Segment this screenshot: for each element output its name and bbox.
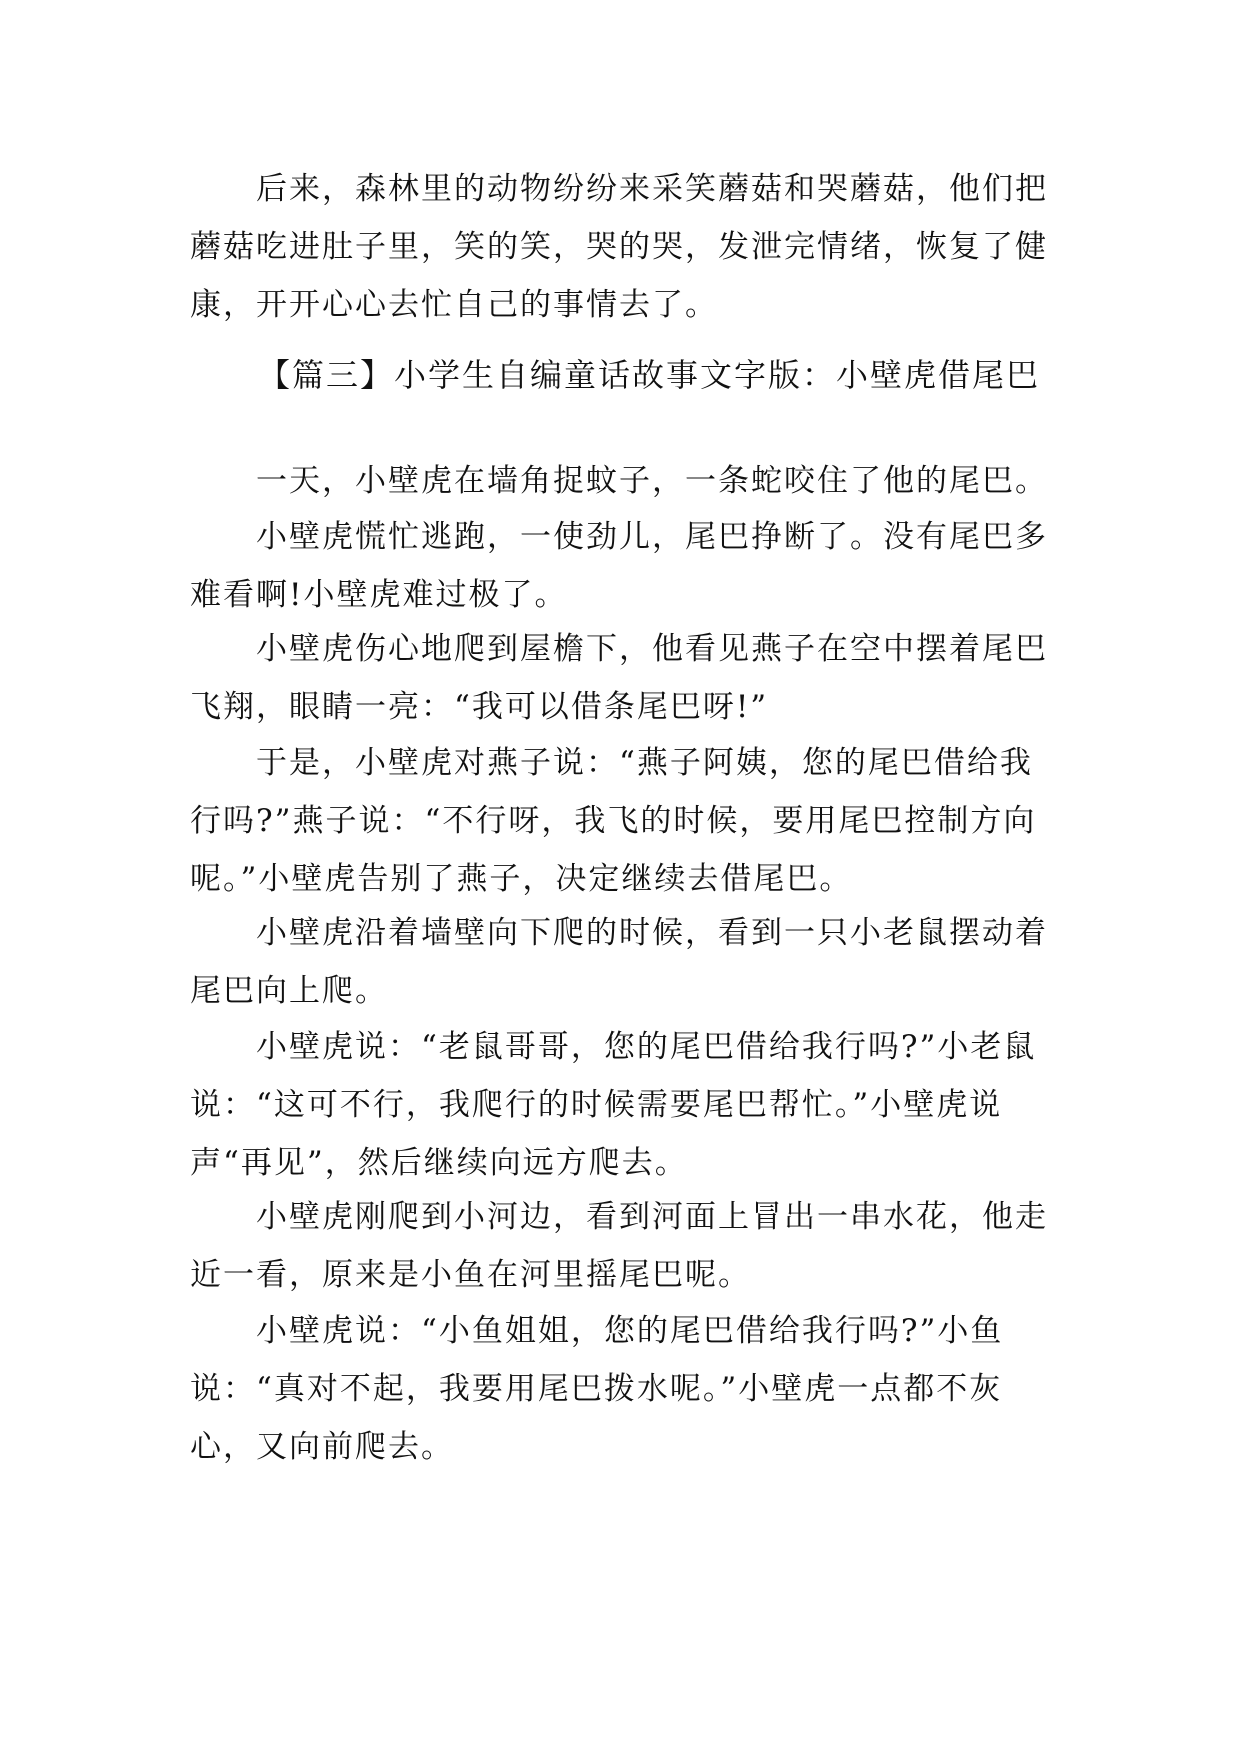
paragraph-intro: 后来，森林里的动物纷纷来采笑蘑菇和哭蘑菇，他们把蘑菇吃进肚子里，笑的笑，哭的哭，发泄完情绪，恢复了健康，开开心心去忙自己的事情去了。: [190, 171, 1048, 323]
section-heading: 【篇三】小学生自编童话故事文字版：小壁虎借尾巴: [258, 356, 1041, 394]
paragraph-3: 小壁虎伤心地爬到屋檐下，他看见燕子在空中摆着尾巴飞翔，眼睛一亮：“我可以借条尾巴呀!”: [190, 631, 1048, 725]
paragraph-5: 小壁虎沿着墙壁向下爬的时候，看到一只小老鼠摆动着尾巴向上爬。: [190, 915, 1048, 1009]
paragraph-4: 于是，小壁虎对燕子说：“燕子阿姨，您的尾巴借给我行吗?”燕子说：“不行呀，我飞的时候，要用尾巴控制方向呢。”小壁虎告别了燕子，决定继续去借尾巴。: [190, 745, 1037, 897]
paragraph-7: 小壁虎刚爬到小河边，看到河面上冒出一串水花，他走近一看，原来是小鱼在河里摇尾巴呢。: [190, 1199, 1048, 1293]
paragraph-2: 小壁虎慌忙逃跑，一使劲儿，尾巴挣断了。没有尾巴多难看啊!小壁虎难过极了。: [190, 519, 1048, 613]
paragraph-6: 小壁虎说：“老鼠哥哥，您的尾巴借给我行吗?”小老鼠说：“这可不行，我爬行的时候需要尾巴帮忙。”小壁虎说声“再见”，然后继续向远方爬去。: [190, 1029, 1037, 1181]
paragraph-1: 一天，小壁虎在墙角捉蚊子，一条蛇咬住了他的尾巴。: [256, 463, 1048, 499]
paragraph-8: 小壁虎说：“小鱼姐姐，您的尾巴借给我行吗?”小鱼说：“真对不起，我要用尾巴拨水呢。”小壁虎一点都不灰心，又向前爬去。: [190, 1313, 1004, 1465]
